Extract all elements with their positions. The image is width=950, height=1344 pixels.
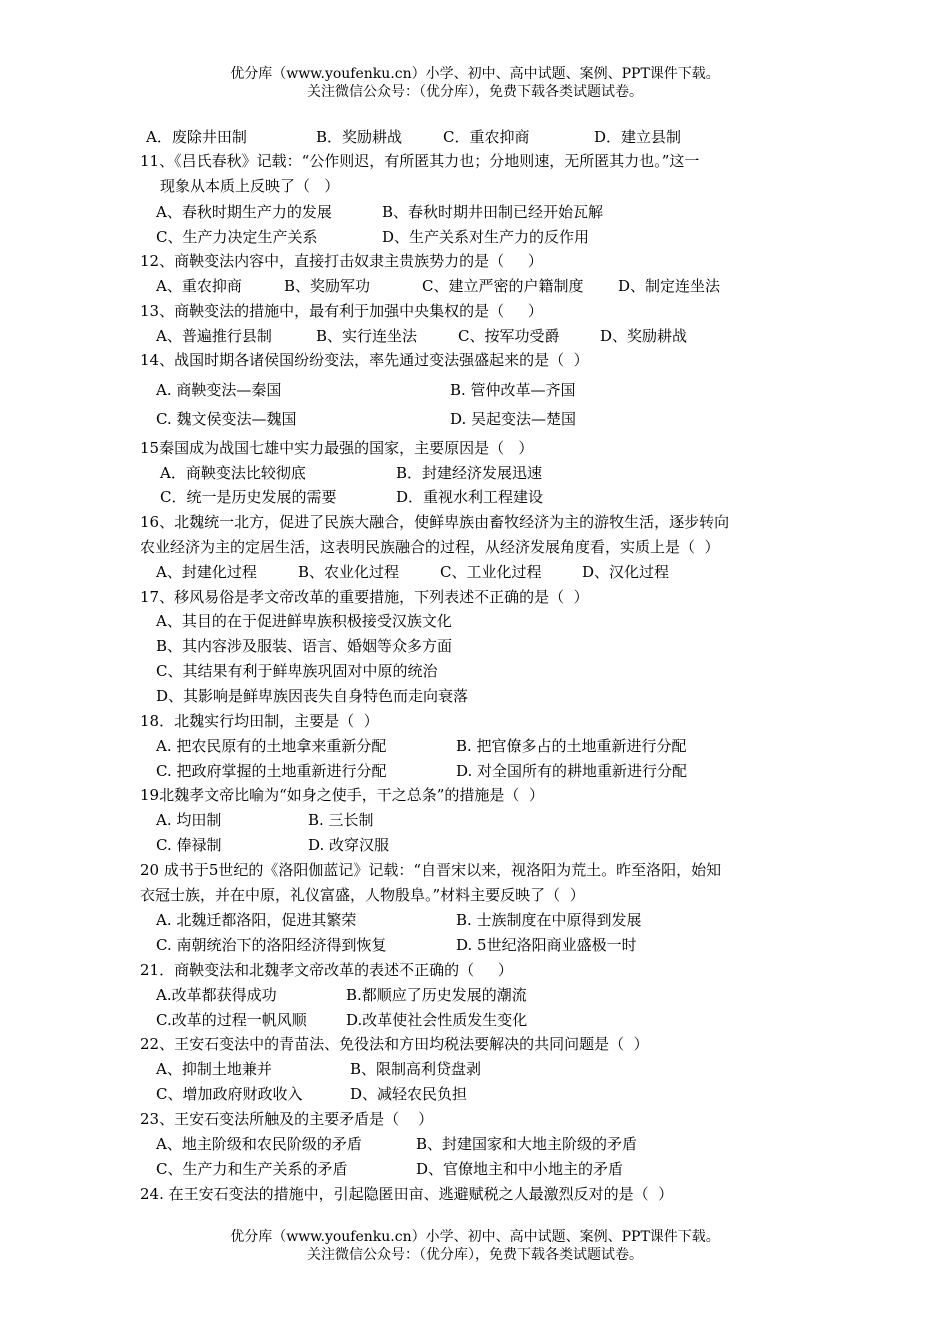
answer-option: D. 改穿汉服	[308, 836, 390, 854]
answer-option: A．废除井田制	[146, 128, 247, 146]
answer-option: B、封建国家和大地主阶级的矛盾	[416, 1135, 638, 1153]
question-stem: 24. 在王安石变法的措施中，引起隐匿田亩、逃避赋税之人最激烈反对的是（ ）	[140, 1185, 674, 1203]
page-footer	[0, 1228, 950, 1264]
answer-option: C．统一是历史发展的需要	[160, 488, 337, 506]
answer-option: B、奖励军功	[284, 277, 371, 295]
text-line: A、其目的在于促进鲜卑族积极接受汉族文化	[156, 612, 452, 630]
question-stem: 19北魏孝文帝比喻为“如身之使手，干之总条”的措施是（ ）	[140, 786, 544, 804]
answer-option: B、实行连坐法	[316, 327, 418, 345]
answer-option: D、生产关系对生产力的反作用	[382, 228, 590, 246]
answer-option: B、限制高利贷盘剥	[350, 1060, 482, 1078]
answer-option: A、普遍推行县制	[156, 327, 272, 345]
answer-option: D. 吴起变法—楚国	[450, 410, 577, 428]
answer-option: C. 把政府掌握的土地重新进行分配	[156, 762, 387, 780]
answer-option: C．重农抑商	[443, 128, 530, 146]
answer-option: A、封建化过程	[156, 563, 257, 581]
answer-option: D、汉化过程	[582, 563, 670, 581]
text-line: 现象从本质上反映了（ ）	[160, 177, 340, 195]
answer-option: D. 5世纪洛阳商业盛极一时	[456, 936, 637, 954]
answer-option: C、生产力决定生产关系	[156, 228, 318, 246]
text-line: 衣冠士族，并在中原，礼仪富盛，人物殷阜。”材料主要反映了（ ）	[140, 886, 585, 904]
answer-option: A. 北魏迁都洛阳，促进其繁荣	[156, 911, 357, 929]
answer-option: C. 南朝统治下的洛阳经济得到恢复	[156, 936, 387, 954]
text-line: D、其影响是鲜卑族因丧失自身特色而走向衰落	[156, 687, 469, 705]
answer-option: C、建立严密的户籍制度	[422, 277, 584, 295]
question-stem: 16、北魏统一北方，促进了民族大融合，使鲜卑族由畜牧经济为主的游牧生活，逐步转向	[140, 513, 730, 531]
question-stem: 23、王安石变法所触及的主要矛盾是（ ）	[140, 1110, 434, 1128]
question-stem: 22、王安石变法中的青苗法、免役法和方田均税法要解决的共同问题是（ ）	[140, 1035, 649, 1053]
answer-option: B. 三长制	[308, 811, 374, 829]
answer-option: C、工业化过程	[440, 563, 542, 581]
footer-line-1: 优分库（www.youfenku.cn）小学、初中、高中试题、案例、PPT课件下载。	[230, 1229, 720, 1245]
answer-option: B、农业化过程	[298, 563, 400, 581]
question-stem: 18．北魏实行均田制，主要是（ ）	[140, 712, 379, 730]
answer-option: A. 均田制	[156, 811, 222, 829]
answer-option: A、地主阶级和农民阶级的矛盾	[156, 1135, 362, 1153]
header-line-1: 优分库（www.youfenku.cn）小学、初中、高中试题、案例、PPT课件下载。	[230, 66, 720, 82]
answer-option: D.改革使社会性质发生变化	[346, 1011, 528, 1029]
answer-option: A.改革都获得成功	[156, 986, 277, 1004]
header-line-2: 关注微信公众号：（优分库），免费下载各类试题试卷。	[307, 84, 643, 100]
answer-option: A. 商鞅变法—秦国	[156, 381, 282, 399]
answer-option: B．奖励耕战	[316, 128, 403, 146]
answer-option: A、春秋时期生产力的发展	[156, 203, 332, 221]
question-stem: 15秦国成为战国七雄中实力最强的国家，主要原因是（ ）	[140, 439, 534, 457]
answer-option: A、重农抑商	[156, 277, 242, 295]
answer-option: C.改革的过程一帆风顺	[156, 1011, 307, 1029]
answer-option: D、官僚地主和中小地主的矛盾	[416, 1160, 624, 1178]
answer-option: C. 俸禄制	[156, 836, 222, 854]
question-stem: 14、战国时期各诸侯国纷纷变法，率先通过变法强盛起来的是（ ）	[140, 351, 589, 369]
text-line: C、其结果有利于鲜卑族巩固对中原的统治	[156, 662, 438, 680]
answer-option: B、春秋时期井田制已经开始瓦解	[382, 203, 604, 221]
text-line: B、其内容涉及服装、语言、婚姻等众多方面	[156, 637, 453, 655]
question-stem: 11、《吕氏春秋》记载：“公作则迟，有所匿其力也；分地则速，无所匿其力也。”这一	[140, 152, 700, 170]
answer-option: D. 对全国所有的耕地重新进行分配	[456, 762, 688, 780]
answer-option: B.都顺应了历史发展的潮流	[346, 986, 527, 1004]
answer-option: A. 把农民原有的土地拿来重新分配	[156, 737, 387, 755]
answer-option: D、制定连坐法	[618, 277, 721, 295]
answer-option: D、减轻农民负担	[350, 1085, 468, 1103]
answer-option: D．建立县制	[594, 128, 682, 146]
question-stem: 20 成书于5世纪的《洛阳伽蓝记》记载：“自晋宋以来，视洛阳为荒土。昨至洛阳，始知	[140, 861, 722, 879]
answer-option: B. 把官僚多占的土地重新进行分配	[456, 737, 687, 755]
answer-option: D、奖励耕战	[600, 327, 688, 345]
question-stem: 12、商鞅变法内容中，直接打击奴隶主贵族势力的是（ ）	[140, 252, 543, 270]
answer-option: B. 士族制度在中原得到发展	[456, 911, 642, 929]
answer-option: C. 魏文侯变法—魏国	[156, 410, 297, 428]
page-header	[0, 65, 950, 101]
answer-option: B．封建经济发展迅速	[396, 464, 543, 482]
question-stem: 17、移风易俗是孝文帝改革的重要措施，下列表述不正确的是（ ）	[140, 588, 589, 606]
answer-option: C、生产力和生产关系的矛盾	[156, 1160, 348, 1178]
question-stem: 13、商鞅变法的措施中，最有利于加强中央集权的是（ ）	[140, 302, 543, 320]
answer-option: C、按军功受爵	[458, 327, 560, 345]
text-line: 农业经济为主的定居生活，这表明民族融合的过程，从经济发展角度看，实质上是（ ）	[140, 538, 720, 556]
question-stem: 21．商鞅变法和北魏孝文帝改革的表述不正确的（ ）	[140, 961, 513, 979]
footer-line-2: 关注微信公众号：（优分库），免费下载各类试题试卷。	[307, 1247, 643, 1263]
answer-option: C、增加政府财政收入	[156, 1085, 303, 1103]
answer-option: A、抑制土地兼并	[156, 1060, 272, 1078]
answer-option: B. 管仲改革—齐国	[450, 381, 576, 399]
answer-option: D．重视水利工程建设	[396, 488, 544, 506]
answer-option: A．商鞅变法比较彻底	[160, 464, 306, 482]
